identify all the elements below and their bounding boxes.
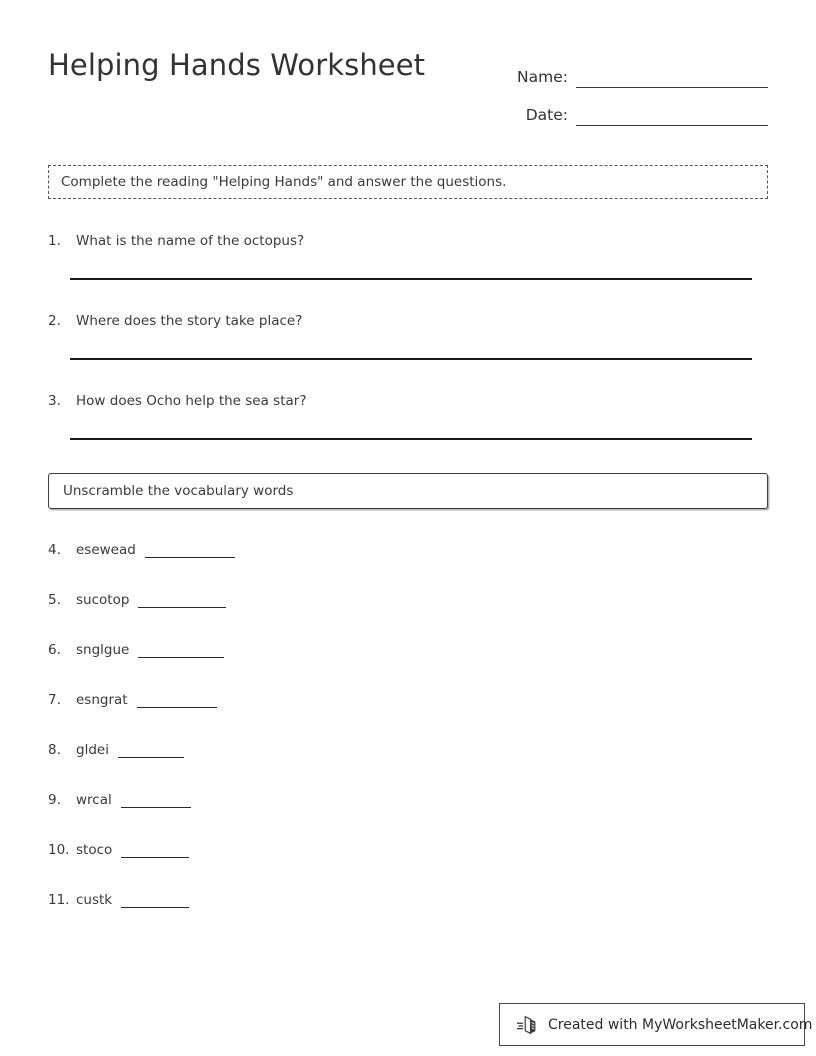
question-answer-line[interactable] [70,438,752,440]
scramble-word: gldei [76,742,109,758]
scramble-number: 4. [48,542,61,558]
footer-attribution-badge[interactable] [499,1003,813,1046]
question-answer-line[interactable] [70,278,752,280]
scramble-number: 9. [48,792,61,808]
scramble-word: stoco [76,842,113,858]
scramble-answer-blank[interactable] [138,592,226,608]
scramble-item [48,742,448,792]
name-field-row [498,50,768,88]
date-field-row [498,88,768,126]
scramble-word: esngrat [76,692,128,708]
question-number: 3. [48,393,61,409]
scramble-item [48,792,448,842]
scramble-item [48,842,448,892]
question-number: 2. [48,313,61,329]
name-input-line[interactable] [576,68,768,88]
date-label: Date: [525,106,568,124]
scramble-answer-blank[interactable] [121,792,191,808]
scramble-answer-blank[interactable] [145,542,235,558]
name-date-block [498,50,768,126]
scramble-answer-blank[interactable] [138,642,224,658]
scramble-answer-blank[interactable] [121,842,189,858]
scramble-answer-blank[interactable] [137,692,217,708]
scramble-item [48,692,448,742]
question-answer-line[interactable] [70,358,752,360]
scramble-number: 6. [48,642,61,658]
scramble-word: esewead [76,542,136,558]
scramble-item [48,642,448,692]
instruction-text: Complete the reading "Helping Hands" and answer the questions. [61,174,507,190]
question-item [48,230,768,310]
question-item [48,390,768,470]
question-text: Where does the story take place? [76,313,303,329]
footer-attribution-text: Created with MyWorksheetMaker.com [548,1016,813,1033]
scramble-number: 10. [48,842,70,858]
question-number: 1. [48,233,61,249]
question-text: What is the name of the octopus? [76,233,305,249]
scramble-number: 7. [48,692,61,708]
question-item [48,310,768,390]
questions-section [48,230,768,470]
page-title: Helping Hands Worksheet [48,48,426,82]
scramble-answer-blank[interactable] [121,892,189,908]
scramble-word: sucotop [76,592,130,608]
scramble-item [48,592,448,642]
scramble-item [48,892,448,942]
instruction-box [48,165,768,199]
vocabulary-section-heading: Unscramble the vocabulary words [63,483,294,499]
scramble-number: 5. [48,592,61,608]
date-input-line[interactable] [576,106,768,126]
scramble-answer-blank[interactable] [118,742,184,758]
scramble-word: custk [76,892,113,908]
question-text: How does Ocho help the sea star? [76,393,307,409]
scramble-number: 8. [48,742,61,758]
myworksheetmaker-logo-icon [516,1013,540,1037]
name-label: Name: [517,68,568,86]
scramble-word: snglgue [76,642,130,658]
scramble-number: 11. [48,892,70,908]
worksheet-header [0,0,816,130]
scramble-word: wrcal [76,792,112,808]
scramble-list [48,542,448,942]
scramble-item [48,542,448,592]
vocabulary-section-box [48,473,768,509]
